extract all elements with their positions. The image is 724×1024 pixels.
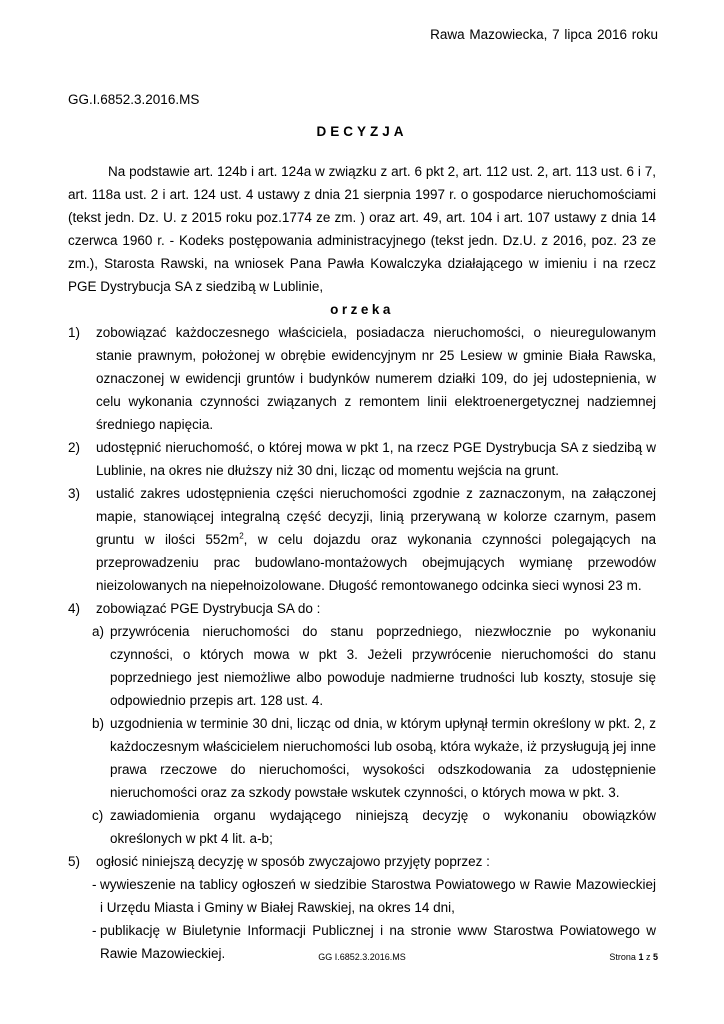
list-item-4 xyxy=(68,597,656,620)
document-body xyxy=(68,160,656,965)
sub-item-text: uzgodnienia w terminie 30 dni, licząc od dnia, w którym upłynął termin określony w pkt. 2, z każdoczesnym właścicielem nieruchomości lub osobą, która wykaże, iż przysługują jej inne prawa rzeczowe do nieruchomości, wysokości odszkodowania za udostępnienie nieruchomości oraz za szkody powstałe wskutek czynności, o których mowa w pkt. 3. xyxy=(110,716,656,800)
item-text: zobowiązać każdoczesnego właściciela, posiadacza nieruchomości, o nieuregulowanym stanie prawnym, położonej w obrębie ewidencyjnym nr 25 Lesiew w gminie Biała Rawska, oznaczonej w ewidencji gruntów i budynków numerem działki 109, do jej udostepnienia, w celu wykonania czynności związanych z remontem linii elektroenergetycznej nadziemnej średniego napięcia. xyxy=(96,325,656,432)
item-text-before: ustalić zakres udostępnienia części nieruchomości zgodnie z zaznaczonym, na załączonej mapie, stanowiącej integralną część decyzji, linią przerywaną w kolorze czarnym, pasem gruntu w ilości 552m xyxy=(96,486,656,547)
sub-item-letter: b) xyxy=(92,716,105,731)
item-text-after: , w celu dojazdu oraz wykonania czynności polegających na przeprowadzeniu prac budowlano-montażowych obejmujących wymianę przewodów nieizolowanych na niepełnoizolowane. Długość remontowanego odcinka sieci wynosi 23 m. xyxy=(96,532,656,593)
dash-item-1 xyxy=(68,873,656,919)
dash-item-text: wywieszenie na tablicy ogłoszeń w siedzibie Starostwa Powiatowego w Rawie Mazowieckiej i Urzędu Miasta i Gminy w Białej Rawskiej, na okres 14 dni, xyxy=(100,877,656,915)
page-label: Strona xyxy=(609,952,636,962)
footer-reference: GG I.6852.3.2016.MS xyxy=(318,952,406,962)
intro-paragraph: Na podstawie art. 124b i art. 124a w związku z art. 6 pkt 2, art. 112 ust. 2, art. 113 ust. 6 i 7, art. 118a ust. 2 i art. 124 ust. 4 ustawy z dnia 21 sierpnia 1997 r. o gospodarce nieruchomościami (tekst jedn. Dz. U. z 2015 roku poz.1774 ze zm. ) oraz art. 49, art. 104 i art. 107 ustawy z dnia 14 czerwca 1960 r. - Kodeks postępowania administracyjnego (tekst jedn. Dz.U. z 2016, poz. 23 ze zm.), Starosta Rawski, na wniosek Pana Pawła Kowalczyka działającego w imieniu i na rzecz PGE Dystrybucja SA z siedzibą w Lublinie, xyxy=(68,164,656,294)
item-number: 1) xyxy=(68,325,81,340)
sub-item-c xyxy=(68,804,656,850)
sub-item-letter: c) xyxy=(92,808,104,823)
sub-item-letter: a) xyxy=(92,624,105,639)
item-number: 5) xyxy=(68,854,81,869)
list-item-5 xyxy=(68,850,656,873)
page-current: 1 xyxy=(638,952,644,962)
orzeka-heading: orzeka xyxy=(330,302,394,317)
list-item-3 xyxy=(68,482,656,597)
list-item-1 xyxy=(68,321,656,436)
sub-item-b xyxy=(68,712,656,804)
item-number: 3) xyxy=(68,486,81,501)
page-separator: z xyxy=(645,952,651,962)
sub-item-text: przywrócenia nieruchomości do stanu poprzedniego, niezwłocznie po wykonaniu czynności, o których mowa w pkt 3. Jeżeli przywrócenie nieruchomości do stanu poprzedniego jest niemożliwe albo powoduje nadmierne trudności lub koszty, stosuje się odpowiednio przepis art. 128 ust. 4. xyxy=(110,624,656,708)
item-text: udostępnić nieruchomość, o której mowa w pkt 1, na rzecz PGE Dystrybucja SA z siedzibą w Lublinie, na okres nie dłuższy niż 30 dni, licząc od momentu wejścia na grunt. xyxy=(96,440,656,478)
dash-mark: - xyxy=(92,923,97,938)
document-title: DECYZJA xyxy=(316,124,408,139)
page-total: 5 xyxy=(652,952,658,962)
item-number: 2) xyxy=(68,440,81,455)
list-item-2 xyxy=(68,436,656,482)
date-line: Rawa Mazowiecka, 7 lipca 2016 roku xyxy=(430,27,658,42)
item-text: ogłosić niniejszą decyzję w sposób zwyczajowo przyjęty poprzez : xyxy=(96,854,490,869)
sub-item-text: zawiadomienia organu wydającego niniejszą decyzję o wykonaniu obowiązków określonych w pkt 4 lit. a-b; xyxy=(110,808,656,846)
superscript: 2 xyxy=(239,531,244,541)
item-text: zobowiązać PGE Dystrybucja SA do : xyxy=(96,601,321,616)
dash-mark: - xyxy=(92,877,97,892)
item-number: 4) xyxy=(68,601,81,616)
page-number xyxy=(609,952,658,962)
dash-item-text: publikację w Biuletynie Informacji Publicznej i na stronie www Starostwa Powiatowego w Rawie Mazowieckiej. xyxy=(100,923,656,961)
sub-item-a xyxy=(68,620,656,712)
reference-number: GG.I.6852.3.2016.MS xyxy=(68,92,200,107)
